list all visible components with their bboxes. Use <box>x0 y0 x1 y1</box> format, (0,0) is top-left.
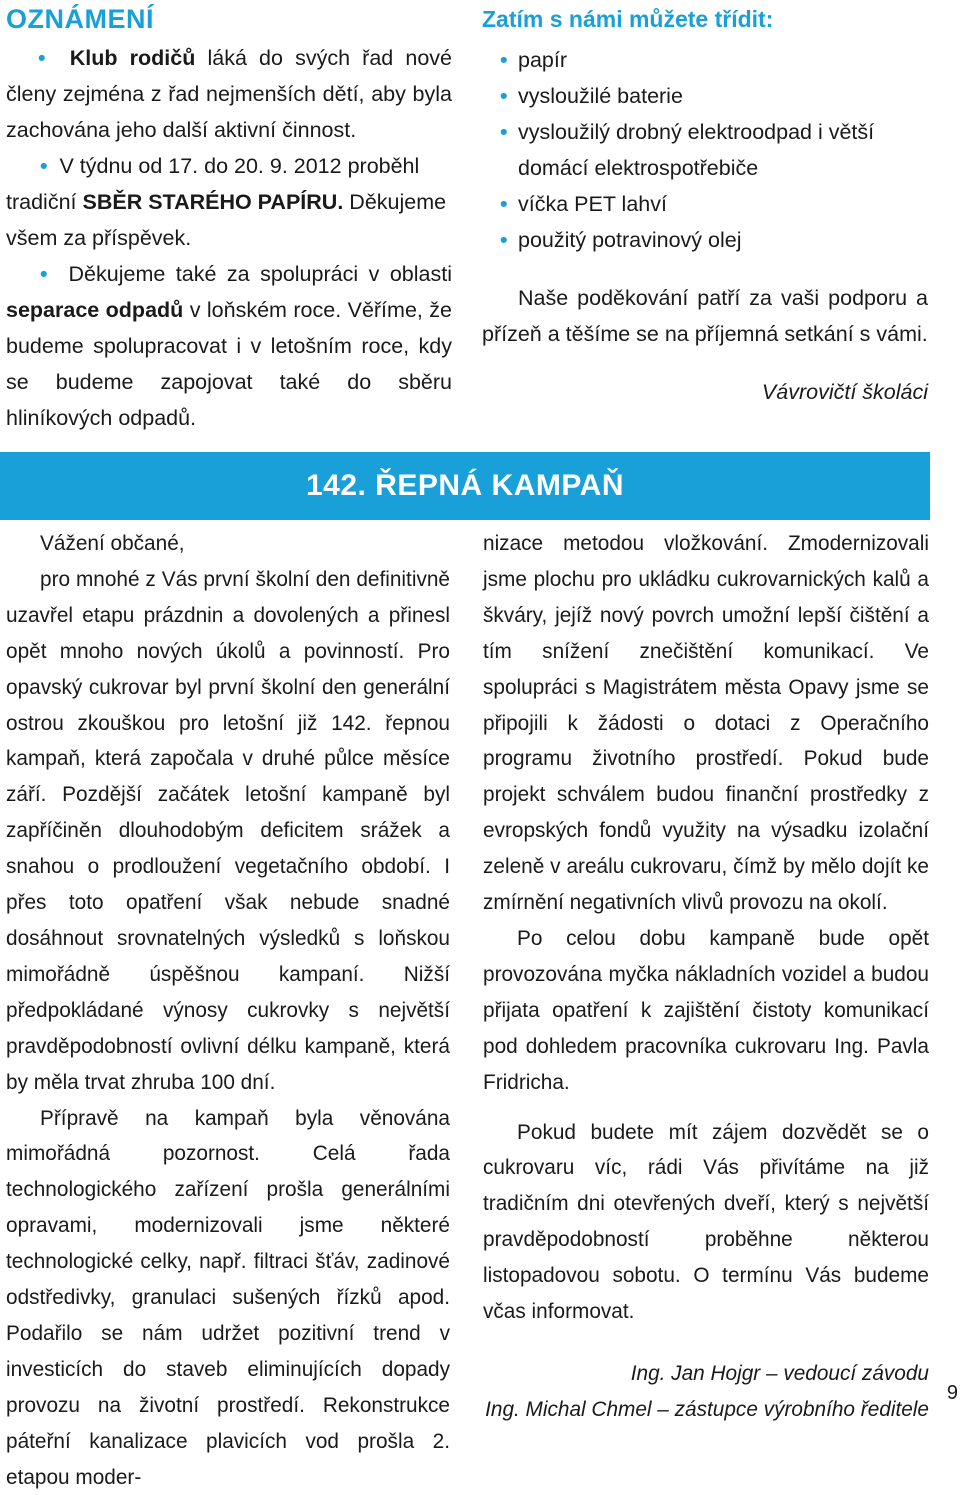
campaign-right-paragraph-1: nizace metodou vložkování. Zmodernizovali jsme plochu pro ukládku cukrovarnických kalů a škváry, jejíž nový povrch umožní lepší čištění a tím snížení znečištění komunikací. Ve spolupráci s Magistrátem města Opavy jsme se připojili k žádosti o dotaci z Operačního programu životního prostředí. Pokud bude projekt schválem budou finanční prostředky z evropských fondů využity na výsadku izolační zeleně v areálu cukrovaru, čímž by mělo dojít ke zmírnění negativních vlivů provozu na okolí. <box>483 526 929 921</box>
sorting-item: • víčka PET lahví <box>518 186 928 222</box>
sorting-signature: Vávrovičtí školáci <box>482 374 928 410</box>
campaign-right-paragraph-2: Po celou dobu kampaně bude opět provozována myčka nákladních vozidel a budou přijata opatření k zajištění čistoty komunikací pod dohledem pracovníka cukrovaru Ing. Pavla Fridricha. <box>483 921 929 1101</box>
page-number: 9 <box>947 1383 958 1403</box>
campaign-title: 142. ŘEPNÁ KAMPAŇ <box>0 468 930 504</box>
campaign-greeting: Vážení občané, <box>6 526 450 562</box>
notice-b3-post: v loňském roce. Věříme, že budeme spolupracovat i v letošním roce, kdy se budeme zapojovat také do sběru hliníkových odpadů. <box>6 298 452 430</box>
campaign-left-paragraph-2: Přípravě na kampaň byla věnována mimořádná pozornost. Celá řada technologického zařízení prošla generálními opravami, modernizovali jsme některé technologické celky, např. filtraci šťáv, zadinové odstředivky, granulaci sušených řízků apod. Podařilo se nám udržet pozitivní trend v investicích do staveb eliminujících dopady provozu na životní prostředí. Rekonstrukce páteřní kanalizace plavicích vod prošla 2. etapou moder- <box>6 1101 450 1495</box>
sorting-title: Zatím s námi můžete třídit: <box>482 2 928 36</box>
notice-b3-strong: separace odpadů <box>6 298 183 322</box>
sorting-item-label: papír <box>518 48 567 72</box>
signature-deputy: Ing. Michal Chmel – zástupce výrobního ředitele <box>483 1392 929 1428</box>
notice-b2-post: Děkujeme všem za příspěvek. <box>6 190 446 250</box>
sorting-item-label: vysloužilý drobný elektroodpad i větší domácí elektrospotřebiče <box>518 120 874 180</box>
sorting-item: • papír <box>518 42 928 78</box>
notice-b1-text: láká do svých řad nové členy zejména z řad nejmenších dětí, aby byla zachována jeho další aktivní činnost. <box>6 46 452 142</box>
campaign-left-column <box>6 526 450 1495</box>
sorting-list <box>482 42 928 258</box>
notice-b1-strong: Klub rodičů <box>70 46 196 70</box>
notice-title: OZNÁMENÍ <box>6 2 452 36</box>
sorting-item: • použitý potravinový olej <box>518 222 928 258</box>
notice-bullet-2: • V týdnu od 17. do 20. 9. 2012 proběhl tradiční SBĚR STARÉHO PAPÍRU. Děkujeme všem za příspěvek. <box>6 148 452 256</box>
notice-bullet-3: • Děkujeme také za spolupráci v oblasti separace odpadů v loňském roce. Věříme, že budeme spolupracovat i v letošním roce, kdy se budeme zapojovat také do sběru hliníkových odpadů. <box>6 256 452 436</box>
notice-bullet-1: • Klub rodičů láká do svých řad nové členy zejména z řad nejmenších dětí, aby byla zachována jeho další aktivní činnost. <box>6 40 452 148</box>
notice-column <box>6 2 452 436</box>
sorting-item: • vysloužilé baterie <box>518 78 928 114</box>
campaign-right-column <box>483 526 929 1428</box>
signature-director: Ing. Jan Hojgr – vedoucí závodu <box>483 1356 929 1392</box>
sorting-item-label: použitý potravinový olej <box>518 228 741 252</box>
campaign-left-paragraph-1: pro mnohé z Vás první školní den definitivně uzavřel etapu prázdnin a dovolených a přinesl opět mnoho nových úkolů a povinností. Pro opavský cukrovar byl první školní den generální ostrou zkouškou pro letošní již 142. řepnou kampaň, která započala v druhé půlce měsíce září. Pozdější začátek letošní kampaně byl zapříčiněn dlouhodobým deficitem srážek a snahou o prodloužení vegetačního období. I přes toto opatření však nebude snadné dosáhnout srovnatelných výsledků s loňskou mimořádně úspěšnou kampaní. Nižší předpokládané výnosy cukrovky s největší pravděpodobností ovlivní délku kampaně, která by měla trvat zhruba 100 dní. <box>6 562 450 1101</box>
sorting-item: • vysloužilý drobný elektroodpad i větší domácí elektrospotřebiče <box>518 114 928 186</box>
sorting-thanks: Naše poděkování patří za vaši podporu a přízeň a těšíme se na příjemná setkání s vámi. <box>482 280 928 352</box>
notice-b3-pre: Děkujeme také za spolupráci v oblasti <box>69 262 452 286</box>
sorting-column <box>482 2 928 410</box>
notice-b2-pre: V týdnu od 17. do 20. 9. 2012 proběhl tradiční <box>6 154 419 214</box>
sorting-item-label: vysloužilé baterie <box>518 84 683 108</box>
sorting-item-label: víčka PET lahví <box>518 192 667 216</box>
campaign-right-paragraph-3: Pokud budete mít zájem dozvědět se o cukrovaru víc, rádi Vás přivítáme na již tradičním dni otevřených dveří, který s největší pravděpodobností proběhne některou listopadovou sobotu. O termínu Vás budeme včas informovat. <box>483 1115 929 1330</box>
notice-b2-strong: SBĚR STARÉHO PAPÍRU. <box>82 190 343 214</box>
